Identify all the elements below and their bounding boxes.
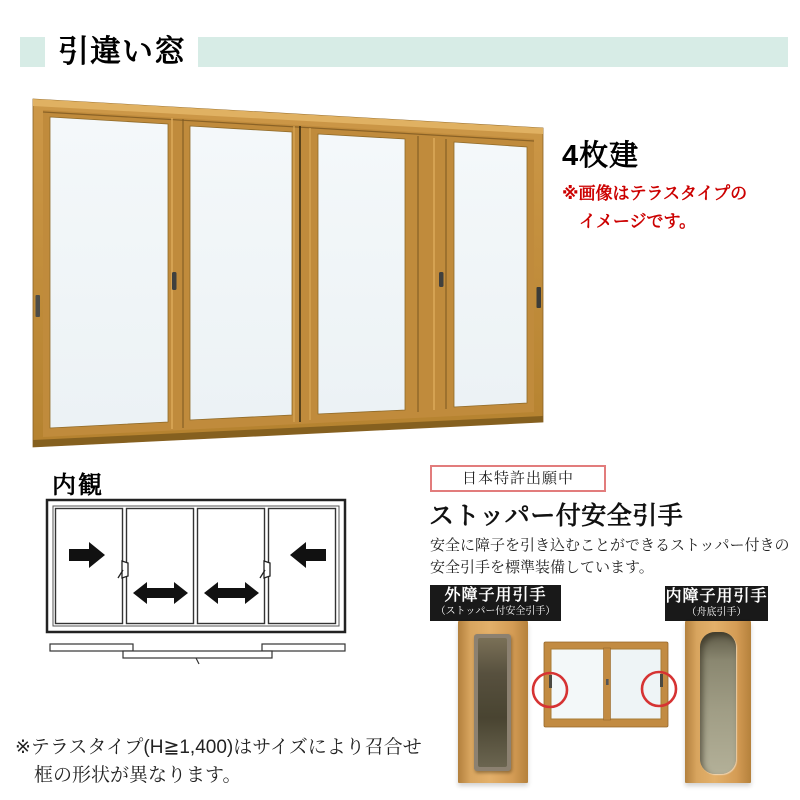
mini-handle-left-icon [549,675,552,688]
main-window-figure [22,88,562,460]
glass-pane-2 [190,126,292,420]
safety-handle-heading: ストッパー付安全引手 [429,502,684,530]
glass-pane-4 [454,142,527,407]
outer-handle-photo [458,621,528,783]
sash-handle-icon [439,272,444,287]
image-note-line2: イメージです。 [579,212,697,231]
handle-location-diagram [530,638,682,733]
image-note [562,180,747,236]
mini-lock-dot [606,679,609,685]
mini-glass-left [551,649,606,719]
plan-center-tick [196,658,199,664]
outer-handle-recess-face [478,638,507,767]
glass-pane-3 [318,134,405,414]
safety-handle-desc-line2: 安全引手を標準装備しています。 [430,559,654,576]
title-row [20,34,788,69]
outer-handle-subtitle: （ストッパー付安全引手） [435,606,556,617]
footnote-line1: ※テラスタイプ(H≧1,400)はサイズにより召合せ [15,737,422,758]
inner-handle-title: 内障子用引手 [665,588,768,605]
inner-handle-groove [700,632,736,774]
mini-glass-right [607,649,661,719]
footnote-line2: 框の形状が異なります。 [34,765,242,786]
flush-pull-icon [36,295,41,317]
outer-handle-recess [474,634,511,771]
safety-handle-description [430,535,790,579]
title-accent-bar [198,37,788,67]
inner-handle-photo [685,621,751,783]
image-note-line1: ※画像はテラスタイプの [562,184,748,203]
mini-handle-right-icon [660,674,663,687]
panel-type-label: 4枚建 [562,140,640,172]
plan-track-middle [123,651,272,658]
outer-handle-title: 外障子用引手 [444,587,547,604]
sash-handle-icon [172,272,177,290]
inner-handle-subtitle: （舟底引手） [686,607,747,618]
page-title: 引違い窓 [58,34,186,69]
diagram-outer-frame [47,500,345,632]
plan-track-right [262,644,345,651]
terrace-type-footnote [15,734,422,790]
safety-handle-desc-line1: 安全に障子を引き込むことができるストッパー付きの [430,537,790,554]
glass-pane-1 [50,117,168,428]
flush-pull-icon [537,287,542,308]
outer-handle-label [430,585,561,621]
plan-track-left [50,644,133,651]
interior-view-label: 内観 [52,472,104,499]
interior-view-diagram [45,498,350,670]
inner-handle-label [665,586,768,621]
patent-pending-badge: 日本特許出願中 [430,465,606,492]
title-accent-square [20,37,45,67]
